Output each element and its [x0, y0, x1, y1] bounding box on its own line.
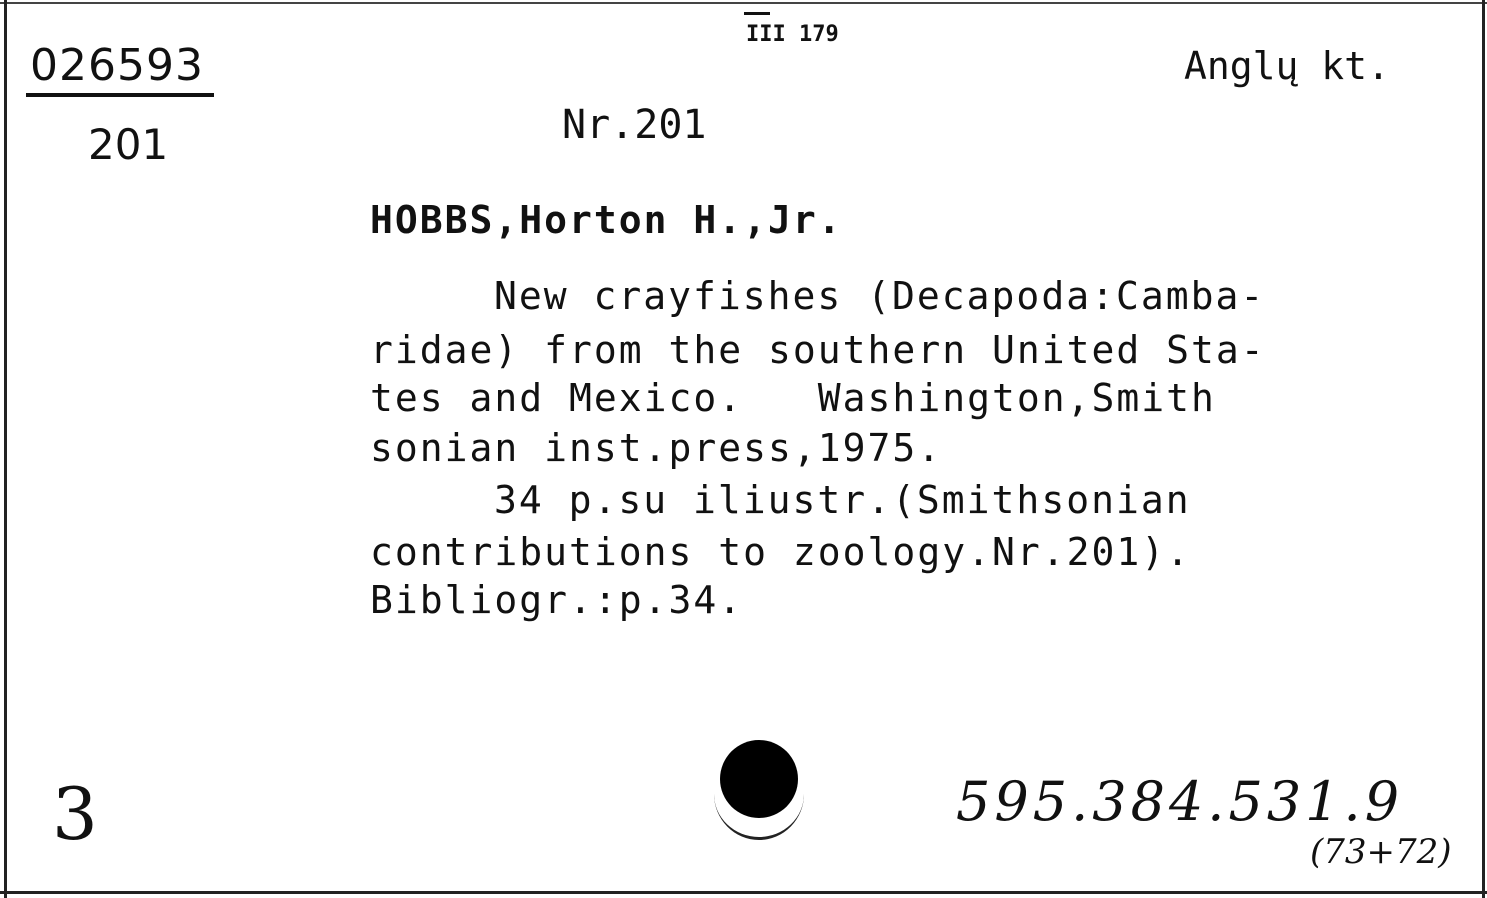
classification-number: 595.384.531.9: [956, 770, 1404, 833]
classification-extra: (73+72): [1310, 832, 1452, 872]
punch-hole: [720, 740, 798, 818]
card-bottom-edge: [0, 891, 1487, 894]
shelf-mark-overline: [744, 12, 770, 15]
volume-number: 201: [88, 120, 169, 169]
collation-line-1: 34 p.su iliustr.(Smithsonian: [494, 478, 1191, 522]
shelf-mark: III 179: [746, 22, 839, 47]
author-heading: HOBBS,Horton H.,Jr.: [370, 198, 843, 242]
series-number: Nr.201: [562, 102, 707, 148]
card-left-edge: [4, 0, 7, 898]
title-line-3: tes and Mexico. Washington,Smith: [370, 376, 1216, 420]
copy-count: 3: [52, 772, 98, 856]
title-line-1: New crayfishes (Decapoda:Camba-: [494, 274, 1266, 318]
title-line-2: ridae) from the southern United Sta-: [370, 328, 1266, 372]
bibliography-note: Bibliogr.:p.34.: [370, 578, 744, 622]
imprint-line: sonian inst.press,1975.: [370, 426, 943, 470]
language-note: Anglų kt.: [1184, 44, 1390, 88]
accession-number: 026593: [30, 40, 204, 91]
card-top-edge: [0, 2, 1487, 4]
collation-line-2: contributions to zoology.Nr.201).: [370, 530, 1191, 574]
accession-underline: [26, 93, 214, 97]
card-right-edge: [1482, 0, 1485, 898]
